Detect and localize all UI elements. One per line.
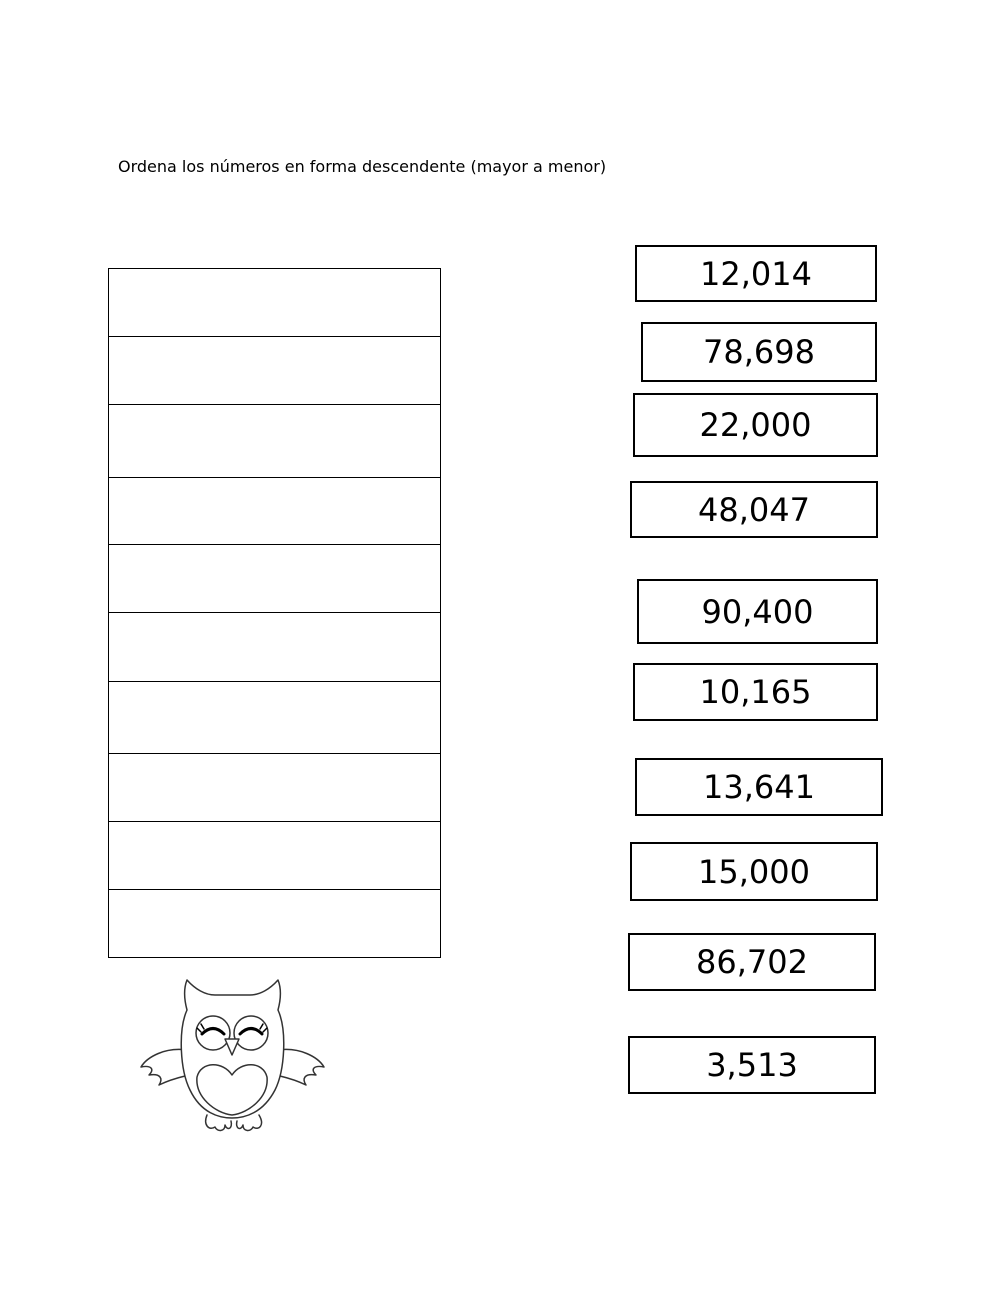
number-card-9[interactable]: 86,702: [628, 933, 876, 991]
answer-column: [108, 268, 441, 958]
number-card-1[interactable]: 12,014: [635, 245, 877, 302]
owl-icon: [135, 975, 330, 1135]
number-card-10[interactable]: 3,513: [628, 1036, 876, 1094]
number-card-5[interactable]: 90,400: [637, 579, 878, 644]
number-card-3[interactable]: 22,000: [633, 393, 878, 457]
number-card-2[interactable]: 78,698: [641, 322, 877, 382]
answer-slot-1[interactable]: [109, 269, 440, 337]
answer-slot-4[interactable]: [109, 478, 440, 545]
answer-slot-8[interactable]: [109, 754, 440, 822]
number-card-8[interactable]: 15,000: [630, 842, 878, 901]
answer-slot-5[interactable]: [109, 545, 440, 613]
number-card-4[interactable]: 48,047: [630, 481, 878, 538]
answer-slot-7[interactable]: [109, 682, 440, 754]
answer-slot-3[interactable]: [109, 405, 440, 478]
answer-slot-2[interactable]: [109, 337, 440, 405]
answer-slot-9[interactable]: [109, 822, 440, 890]
instruction-text: Ordena los números en forma descendente (mayor a menor): [118, 157, 607, 176]
answer-slot-10[interactable]: [109, 890, 440, 958]
number-card-7[interactable]: 13,641: [635, 758, 883, 816]
answer-slot-6[interactable]: [109, 613, 440, 682]
number-card-6[interactable]: 10,165: [633, 663, 878, 721]
